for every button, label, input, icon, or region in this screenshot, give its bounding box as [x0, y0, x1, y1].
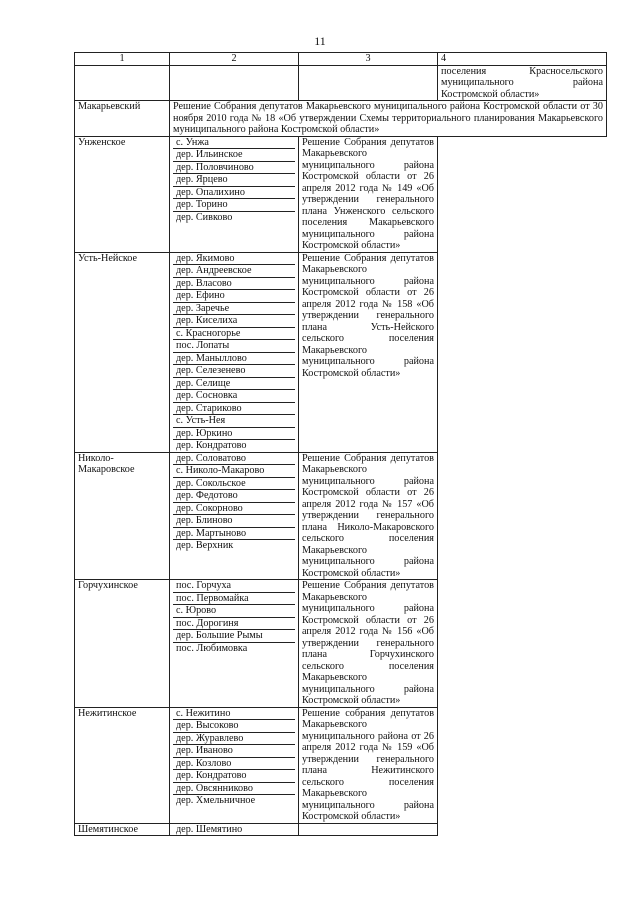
places-cell: [170, 252, 299, 452]
place-name: дер. Киселиха: [173, 315, 295, 328]
place-name: дер. Половчиново: [173, 162, 295, 175]
continuation-row: [75, 65, 607, 101]
settlement-name: Шемятинское: [75, 823, 170, 836]
decision-text: Решение Собрания депутатов Макарьевского муниципального района Костромской области от 26 апреля 2012 года № 156 «Об утверждении генерального плана Горчухинского сельского поселения Макарьевского муниципального района Костромской области»: [299, 580, 438, 708]
district-name: Макарьевский: [75, 101, 170, 137]
place-name: дер. Иваново: [173, 745, 295, 758]
place-name: дер. Селезенево: [173, 365, 295, 378]
places-cell: [170, 136, 299, 252]
place-name: дер. Сивково: [176, 211, 233, 223]
place-name: дер. Овсянниково: [173, 783, 295, 796]
place-name: дер. Сокольское: [173, 478, 295, 491]
decision-text: Решение Собрания депутатов Макарьевского муниципального района Костромской области от 26 апреля 2012 года № 157 «Об утверждении генерального плана Николо-Макаровского сельского поселения Макарьевского муниципального района Костромской области»: [299, 452, 438, 580]
decision-text: [299, 823, 438, 836]
place-name: дер. Опалихино: [173, 187, 295, 200]
empty-cell: [299, 65, 438, 101]
column-number: 1: [75, 53, 170, 66]
place-name: дер. Ефино: [173, 290, 295, 303]
column-number-row: [75, 53, 607, 66]
empty-cell: [75, 65, 170, 101]
place-name: дер. Верхник: [176, 540, 234, 551]
place-name: дер. Сосновка: [173, 390, 295, 403]
settlements-table: [74, 52, 607, 836]
place-name: дер. Юркино: [173, 428, 295, 441]
places-cell: [170, 707, 299, 823]
place-name: с. Усть-Нея: [173, 415, 295, 428]
place-name: дер. Журавлево: [173, 733, 295, 746]
settlement-row: [75, 252, 607, 452]
place-name: дер. Селище: [173, 378, 295, 391]
settlement-name: Нежитинское: [75, 707, 170, 823]
place-name: дер. Кондратово: [173, 770, 295, 783]
decision-text: Решение собрания депутатов Макарьевского муниципального района от 26 апреля 2012 года № 159 «Об утверждении генерального плана Нежитинского сельского поселения Макарьевского муниципального района Костромской области»: [299, 707, 438, 823]
place-name: дер. Блиново: [173, 515, 295, 528]
places-cell: [170, 823, 299, 836]
place-name: пос. Первомайка: [173, 593, 295, 606]
place-name: дер. Федотово: [173, 490, 295, 503]
empty-cell: [170, 65, 299, 101]
settlement-name: Усть-Нейское: [75, 252, 170, 452]
place-name: пос. Лопаты: [173, 340, 295, 353]
place-name: с. Нежитино: [173, 708, 295, 721]
settlement-row: [75, 707, 607, 823]
place-name: дер. Высоково: [173, 720, 295, 733]
place-name: с. Унжа: [173, 137, 295, 150]
place-name: пос. Горчуха: [173, 580, 295, 593]
decision-text: Решение Собрания депутатов Макарьевского муниципального района Костромской области от 26 апреля 2012 года № 158 «Об утверждении генерального плана Усть-Нейского сельского поселения Макарьевского муниципального района Костромской области»: [299, 252, 438, 452]
place-name: дер. Большие Рымы: [173, 630, 295, 643]
decision-text: поселения Красносельского муниципального района Костромской области»: [438, 65, 607, 101]
district-decision-text: Решение Собрания депутатов Макарьевского муниципального района Костромской области от 30 ноября 2010 года № 18 «Об утверждении Схемы территориального планирования Макарьевского муниципального района Костромской области»: [170, 101, 607, 137]
settlement-name: Николо-Макаровское: [75, 452, 170, 580]
places-cell: [170, 580, 299, 708]
place-name: дер. Хмельничное: [176, 795, 256, 806]
column-number: 4: [438, 53, 607, 66]
place-name: дер. Торино: [173, 199, 295, 212]
place-name: с. Николо-Макарово: [173, 465, 295, 478]
place-name: дер. Сокорново: [173, 503, 295, 516]
place-name: дер. Якимово: [173, 253, 295, 266]
place-name: пос. Любимовка: [176, 642, 248, 654]
district-row: [75, 101, 607, 137]
settlement-row: [75, 452, 607, 580]
place-name: с. Юрово: [173, 605, 295, 618]
place-name: дер. Козлово: [173, 758, 295, 771]
settlement-row: [75, 580, 607, 708]
place-name: дер. Маныллово: [173, 353, 295, 366]
settlement-row: [75, 136, 607, 252]
place-name: дер. Власово: [173, 278, 295, 291]
settlement-name: Унженское: [75, 136, 170, 252]
column-number: 3: [299, 53, 438, 66]
place-name: дер. Мартыново: [173, 528, 295, 541]
place-name: дер. Шемятино: [176, 823, 243, 835]
place-name: пос. Дорогиня: [173, 618, 295, 631]
decision-text: Решение Собрания депутатов Макарьевского муниципального района Костромской области от 26 апреля 2012 года № 149 «Об утверждении генерального плана Унженского сельского поселения Макарьевского муниципального района Костромской области»: [299, 136, 438, 252]
place-name: дер. Соловатово: [173, 453, 295, 466]
column-number: 2: [170, 53, 299, 66]
place-name: дер. Ярцево: [173, 174, 295, 187]
place-name: дер. Стариково: [173, 403, 295, 416]
settlement-row: [75, 823, 607, 836]
place-name: дер. Заречье: [173, 303, 295, 316]
place-name: дер. Андреевское: [173, 265, 295, 278]
page-number: 11: [314, 34, 326, 48]
place-name: дер. Кондратово: [176, 440, 247, 451]
places-cell: [170, 452, 299, 580]
settlement-name: Горчухинское: [75, 580, 170, 708]
place-name: с. Красногорье: [173, 328, 295, 341]
place-name: дер. Ильинское: [173, 149, 295, 162]
